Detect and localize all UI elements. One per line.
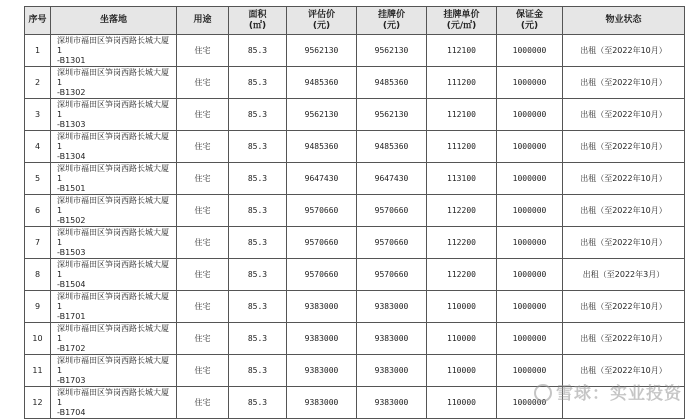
header-usage <box>177 7 229 35</box>
cell-usage: 住宅 <box>177 67 229 99</box>
cell-unit-price: 112200 <box>427 259 497 291</box>
header-area-unit: (㎡) <box>248 20 267 31</box>
location-line-2: -B1703 <box>57 375 86 385</box>
watermark <box>534 379 682 404</box>
cell-usage: 住宅 <box>177 387 229 419</box>
cell-index: 1 <box>25 35 51 67</box>
cell-area: 85.3 <box>229 99 287 131</box>
cell-property-status: 出租（至2022年3月） <box>563 259 685 291</box>
cell-property-status: 出租（至2022年10月） <box>563 291 685 323</box>
cell-index: 7 <box>25 227 51 259</box>
header-index <box>25 7 51 35</box>
location-line-2: -B1304 <box>57 151 86 161</box>
location-line-1: 深圳市福田区笋岗西路长城大厦1 <box>57 163 169 183</box>
cell-deposit: 1000000 <box>497 227 563 259</box>
location-line-2: -B1301 <box>57 55 86 65</box>
cell-unit-price: 112200 <box>427 227 497 259</box>
table-header-row <box>25 7 685 35</box>
cell-listing-price: 9562130 <box>357 99 427 131</box>
location-line-2: -B1503 <box>57 247 86 257</box>
cell-area: 85.3 <box>229 131 287 163</box>
cell-appraisal-price: 9383000 <box>287 323 357 355</box>
cell-appraisal-price: 9570660 <box>287 259 357 291</box>
header-appraisal-price-unit: (元) <box>312 20 331 31</box>
header-listing-price <box>357 7 427 35</box>
cell-property-status: 出租（至2022年10月） <box>563 227 685 259</box>
cell-property-status: 出租（至2022年10月） <box>563 67 685 99</box>
property-listing-table <box>24 6 685 419</box>
header-appraisal-price <box>287 7 357 35</box>
header-unit-price-label: 挂牌单价 <box>443 9 480 20</box>
table-row <box>25 195 685 227</box>
cell-unit-price: 110000 <box>427 291 497 323</box>
cell-property-status: 出租（至2022年10月） <box>563 323 685 355</box>
location-line-1: 深圳市福田区笋岗西路长城大厦1 <box>57 387 169 407</box>
cell-usage: 住宅 <box>177 355 229 387</box>
cell-index: 4 <box>25 131 51 163</box>
header-deposit <box>497 7 563 35</box>
cell-area: 85.3 <box>229 355 287 387</box>
header-property-status <box>563 7 685 35</box>
cell-index: 6 <box>25 195 51 227</box>
cell-property-status: 出租（至2022年10月） <box>563 35 685 67</box>
cell-property-status: 出租（至2022年10月） <box>563 99 685 131</box>
header-index-label: 序号 <box>28 15 47 25</box>
cell-appraisal-price: 9485360 <box>287 67 357 99</box>
header-property-status-label: 物业状态 <box>605 15 642 25</box>
location-line-1: 深圳市福田区笋岗西路长城大厦1 <box>57 131 169 151</box>
header-location-label: 坐落地 <box>99 15 127 25</box>
cell-location <box>51 291 177 323</box>
cell-unit-price: 111200 <box>427 67 497 99</box>
header-location <box>51 7 177 35</box>
cell-index: 9 <box>25 291 51 323</box>
cell-appraisal-price: 9383000 <box>287 387 357 419</box>
table-row <box>25 323 685 355</box>
table-row <box>25 291 685 323</box>
cell-unit-price: 113100 <box>427 163 497 195</box>
table-row <box>25 259 685 291</box>
cell-unit-price: 112200 <box>427 195 497 227</box>
cell-index: 8 <box>25 259 51 291</box>
cell-deposit: 1000000 <box>497 67 563 99</box>
table-row <box>25 131 685 163</box>
header-deposit-label: 保证金 <box>515 9 543 20</box>
header-listing-price-unit: (元) <box>382 20 401 31</box>
cell-deposit: 1000000 <box>497 195 563 227</box>
cell-area: 85.3 <box>229 259 287 291</box>
cell-location <box>51 355 177 387</box>
location-line-1: 深圳市福田区笋岗西路长城大厦1 <box>57 291 169 311</box>
cell-area: 85.3 <box>229 227 287 259</box>
cell-deposit: 1000000 <box>497 35 563 67</box>
header-unit-price <box>427 7 497 35</box>
cell-usage: 住宅 <box>177 99 229 131</box>
cell-listing-price: 9562130 <box>357 35 427 67</box>
location-line-2: -B1702 <box>57 343 86 353</box>
cell-location <box>51 67 177 99</box>
cell-unit-price: 111200 <box>427 131 497 163</box>
cell-appraisal-price: 9383000 <box>287 291 357 323</box>
cell-appraisal-price: 9647430 <box>287 163 357 195</box>
cell-usage: 住宅 <box>177 227 229 259</box>
cell-location <box>51 195 177 227</box>
cell-listing-price: 9570660 <box>357 259 427 291</box>
cell-property-status: 出租（至2022年10月） <box>563 163 685 195</box>
table-row <box>25 35 685 67</box>
cell-index: 10 <box>25 323 51 355</box>
cell-index: 11 <box>25 355 51 387</box>
cell-usage: 住宅 <box>177 35 229 67</box>
cell-area: 85.3 <box>229 291 287 323</box>
cell-listing-price: 9570660 <box>357 227 427 259</box>
location-line-1: 深圳市福田区笋岗西路长城大厦1 <box>57 355 169 375</box>
location-line-1: 深圳市福田区笋岗西路长城大厦1 <box>57 195 169 215</box>
table-body <box>25 35 685 419</box>
cell-appraisal-price: 9562130 <box>287 35 357 67</box>
cell-deposit: 1000000 <box>497 355 563 387</box>
cell-index: 5 <box>25 163 51 195</box>
cell-listing-price: 9383000 <box>357 355 427 387</box>
cell-location <box>51 35 177 67</box>
cell-area: 85.3 <box>229 35 287 67</box>
cell-usage: 住宅 <box>177 323 229 355</box>
cell-usage: 住宅 <box>177 259 229 291</box>
cell-listing-price: 9485360 <box>357 131 427 163</box>
header-deposit-unit: (元) <box>520 20 539 31</box>
table-row <box>25 163 685 195</box>
cell-location <box>51 99 177 131</box>
table-row <box>25 67 685 99</box>
cell-deposit: 1000000 <box>497 163 563 195</box>
cell-listing-price: 9570660 <box>357 195 427 227</box>
header-usage-label: 用途 <box>193 15 212 25</box>
cell-usage: 住宅 <box>177 131 229 163</box>
cell-location <box>51 387 177 419</box>
cell-appraisal-price: 9383000 <box>287 355 357 387</box>
location-line-1: 深圳市福田区笋岗西路长城大厦1 <box>57 259 169 279</box>
cell-location <box>51 259 177 291</box>
cell-property-status: 出租（至2022年10月） <box>563 355 685 387</box>
location-line-1: 深圳市福田区笋岗西路长城大厦1 <box>57 67 169 87</box>
cell-index: 3 <box>25 99 51 131</box>
cell-unit-price: 110000 <box>427 323 497 355</box>
location-line-1: 深圳市福田区笋岗西路长城大厦1 <box>57 323 169 343</box>
cell-deposit: 1000000 <box>497 291 563 323</box>
cell-appraisal-price: 9485360 <box>287 131 357 163</box>
cell-deposit: 1000000 <box>497 99 563 131</box>
header-appraisal-price-label: 评估价 <box>307 9 335 20</box>
cell-deposit: 1000000 <box>497 259 563 291</box>
table-row <box>25 227 685 259</box>
cell-deposit: 1000000 <box>497 131 563 163</box>
cell-location <box>51 323 177 355</box>
cell-appraisal-price: 9562130 <box>287 99 357 131</box>
header-unit-price-unit: (元/㎡) <box>446 20 477 31</box>
cell-area: 85.3 <box>229 387 287 419</box>
cell-unit-price: 110000 <box>427 355 497 387</box>
header-listing-price-label: 挂牌价 <box>377 9 405 20</box>
location-line-2: -B1504 <box>57 279 86 289</box>
cell-listing-price: 9383000 <box>357 291 427 323</box>
cell-deposit: 1000000 <box>497 387 563 419</box>
location-line-2: -B1501 <box>57 183 86 193</box>
cell-area: 85.3 <box>229 323 287 355</box>
cell-unit-price: 112100 <box>427 99 497 131</box>
header-area-label: 面积 <box>248 9 267 20</box>
cell-listing-price: 9647430 <box>357 163 427 195</box>
snowball-logo-icon <box>534 384 552 402</box>
cell-index: 2 <box>25 67 51 99</box>
cell-unit-price: 112100 <box>427 35 497 67</box>
cell-appraisal-price: 9570660 <box>287 195 357 227</box>
cell-appraisal-price: 9570660 <box>287 227 357 259</box>
location-line-1: 深圳市福田区笋岗西路长城大厦1 <box>57 227 169 247</box>
cell-property-status: 出租（至2022年10月） <box>563 131 685 163</box>
cell-location <box>51 131 177 163</box>
location-line-1: 深圳市福田区笋岗西路长城大厦1 <box>57 35 169 55</box>
cell-listing-price: 9485360 <box>357 67 427 99</box>
cell-unit-price: 110000 <box>427 387 497 419</box>
table-row <box>25 99 685 131</box>
cell-area: 85.3 <box>229 67 287 99</box>
location-line-2: -B1302 <box>57 87 86 97</box>
cell-location <box>51 227 177 259</box>
location-line-1: 深圳市福田区笋岗西路长城大厦1 <box>57 99 169 119</box>
cell-usage: 住宅 <box>177 163 229 195</box>
header-area <box>229 7 287 35</box>
location-line-2: -B1502 <box>57 215 86 225</box>
cell-usage: 住宅 <box>177 291 229 323</box>
watermark-text: 雪球：实业投资 <box>556 384 682 404</box>
cell-location <box>51 163 177 195</box>
location-line-2: -B1303 <box>57 119 86 129</box>
cell-listing-price: 9383000 <box>357 387 427 419</box>
cell-property-status: 出租（至2022年10月） <box>563 195 685 227</box>
cell-usage: 住宅 <box>177 195 229 227</box>
cell-area: 85.3 <box>229 195 287 227</box>
cell-area: 85.3 <box>229 163 287 195</box>
location-line-2: -B1701 <box>57 311 86 321</box>
cell-deposit: 1000000 <box>497 323 563 355</box>
cell-listing-price: 9383000 <box>357 323 427 355</box>
location-line-2: -B1704 <box>57 407 86 417</box>
cell-index: 12 <box>25 387 51 419</box>
